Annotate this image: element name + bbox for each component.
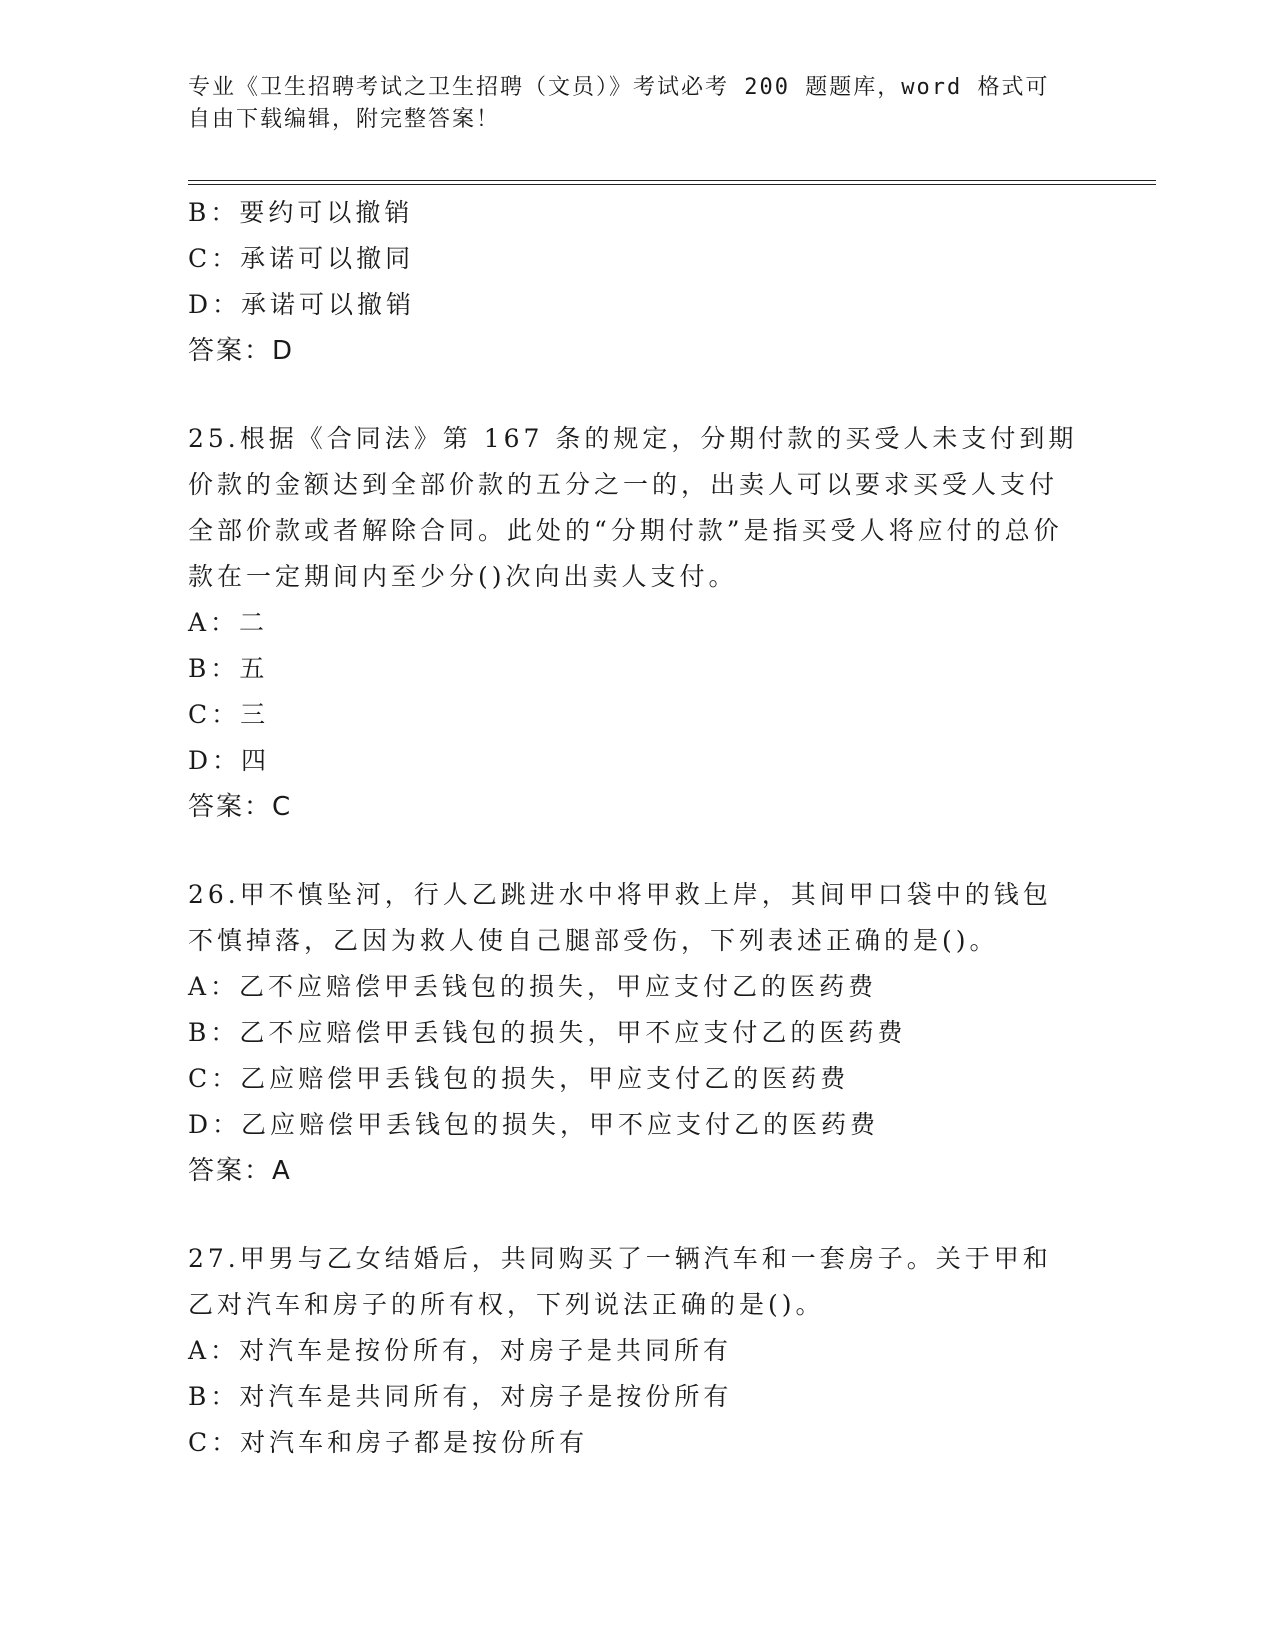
header-rule-bottom — [188, 184, 1156, 185]
question-content — [188, 190, 1088, 1466]
header-rule-top — [188, 180, 1156, 181]
question-27-option-c: C：对汽车和房子都是按份所有 — [188, 1428, 589, 1457]
question-25-answer: 答案：C — [188, 792, 293, 822]
question-24-option-d: D：承诺可以撤销 — [188, 290, 416, 319]
question-27-option-b: B：对汽车是共同所有，对房子是按份所有 — [188, 1382, 733, 1411]
question-25-text: 25.根据《合同法》第 167 条的规定，分期付款的买受人未支付到期价款的金额达到全部价款的五分之一的，出卖人可以要求买受人支付全部价款或者解除合同。此处的“分期付款”是指买受人将应付的总价款在一定期间内至少分()次向出卖人支付。 — [188, 424, 1078, 591]
question-27-block — [188, 1236, 1088, 1466]
question-24-option-b: B：要约可以撤销 — [188, 198, 414, 227]
question-25-option-d: D：四 — [188, 746, 271, 775]
question-26-option-c: C：乙应赔偿甲丢钱包的损失，甲应支付乙的医药费 — [188, 1064, 850, 1093]
question-24-block — [188, 190, 1088, 374]
question-26-option-d: D：乙应赔偿甲丢钱包的损失，甲不应支付乙的医药费 — [188, 1110, 880, 1139]
question-25-option-c: C：三 — [188, 700, 270, 729]
question-24-option-c: C：承诺可以撤同 — [188, 244, 415, 273]
question-25-block — [188, 416, 1088, 830]
question-25-option-b: B：五 — [188, 654, 269, 683]
question-27-option-a: A：对汽车是按份所有，对房子是共同所有 — [188, 1336, 733, 1365]
question-25-option-a: A：二 — [188, 608, 269, 637]
document-header: 专业《卫生招聘考试之卫生招聘（文员）》考试必考 200 题题库，word 格式可自由下载编辑，附完整答案！ — [188, 75, 1050, 132]
question-26-option-b: B：乙不应赔偿甲丢钱包的损失，甲不应支付乙的医药费 — [188, 1018, 907, 1047]
question-26-text: 26.甲不慎坠河，行人乙跳进水中将甲救上岸，其间甲口袋中的钱包不慎掉落，乙因为救人使自己腿部受伤，下列表述正确的是()。 — [188, 880, 1052, 955]
question-26-block — [188, 872, 1088, 1194]
question-26-option-a: A：乙不应赔偿甲丢钱包的损失，甲应支付乙的医药费 — [188, 972, 878, 1001]
question-24-answer: 答案：D — [188, 336, 295, 366]
question-27-text: 27.甲男与乙女结婚后，共同购买了一辆汽车和一套房子。关于甲和乙对汽车和房子的所有权，下列说法正确的是()。 — [188, 1244, 1052, 1319]
question-26-answer: 答案：A — [188, 1156, 292, 1186]
